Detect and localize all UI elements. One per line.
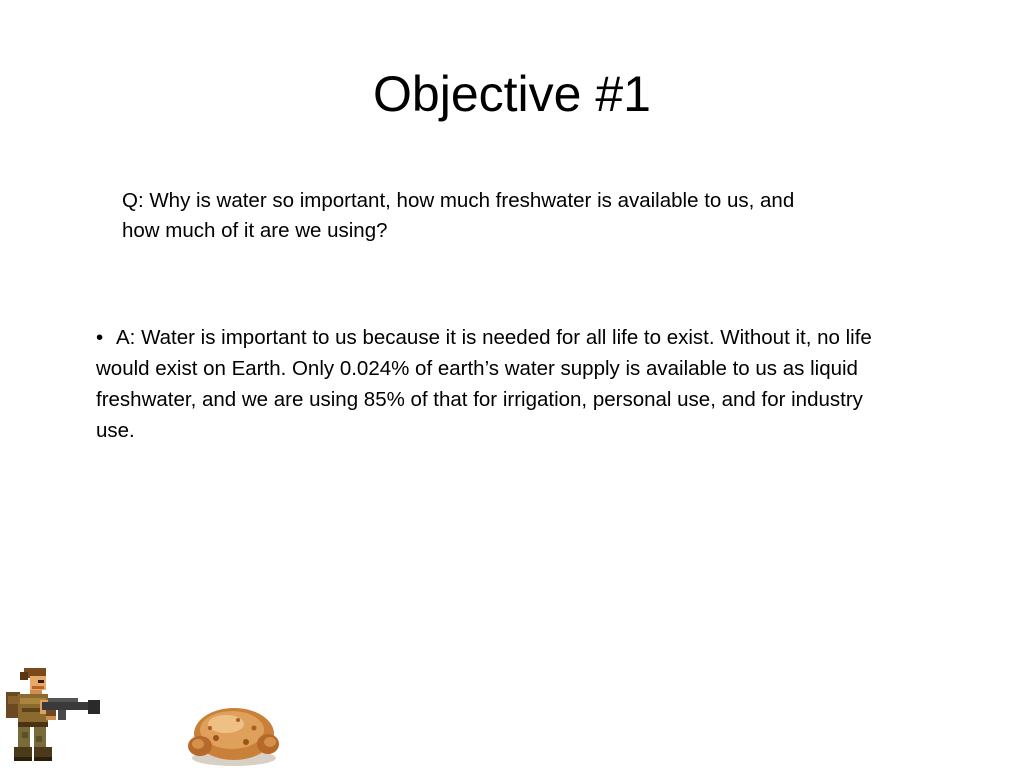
bullet-marker: •: [96, 326, 104, 349]
soldier-image: [2, 662, 102, 764]
answer-text: A: Water is important to us because it is needed for all life to exist. Without it, no life would exist on Earth. Only 0.024% of earth’s water supply is available to us as liquid freshwater, and we are using 85% of that for irrigation, personal use, and for industry use.: [96, 326, 872, 442]
question-text: Q: Why is water so important, how much freshwater is available to us, and how much of it are we using?: [122, 189, 795, 242]
roast-chicken-image: [186, 698, 282, 768]
slide-title: Objective #1: [373, 66, 651, 122]
answer-bullet: [96, 322, 886, 446]
